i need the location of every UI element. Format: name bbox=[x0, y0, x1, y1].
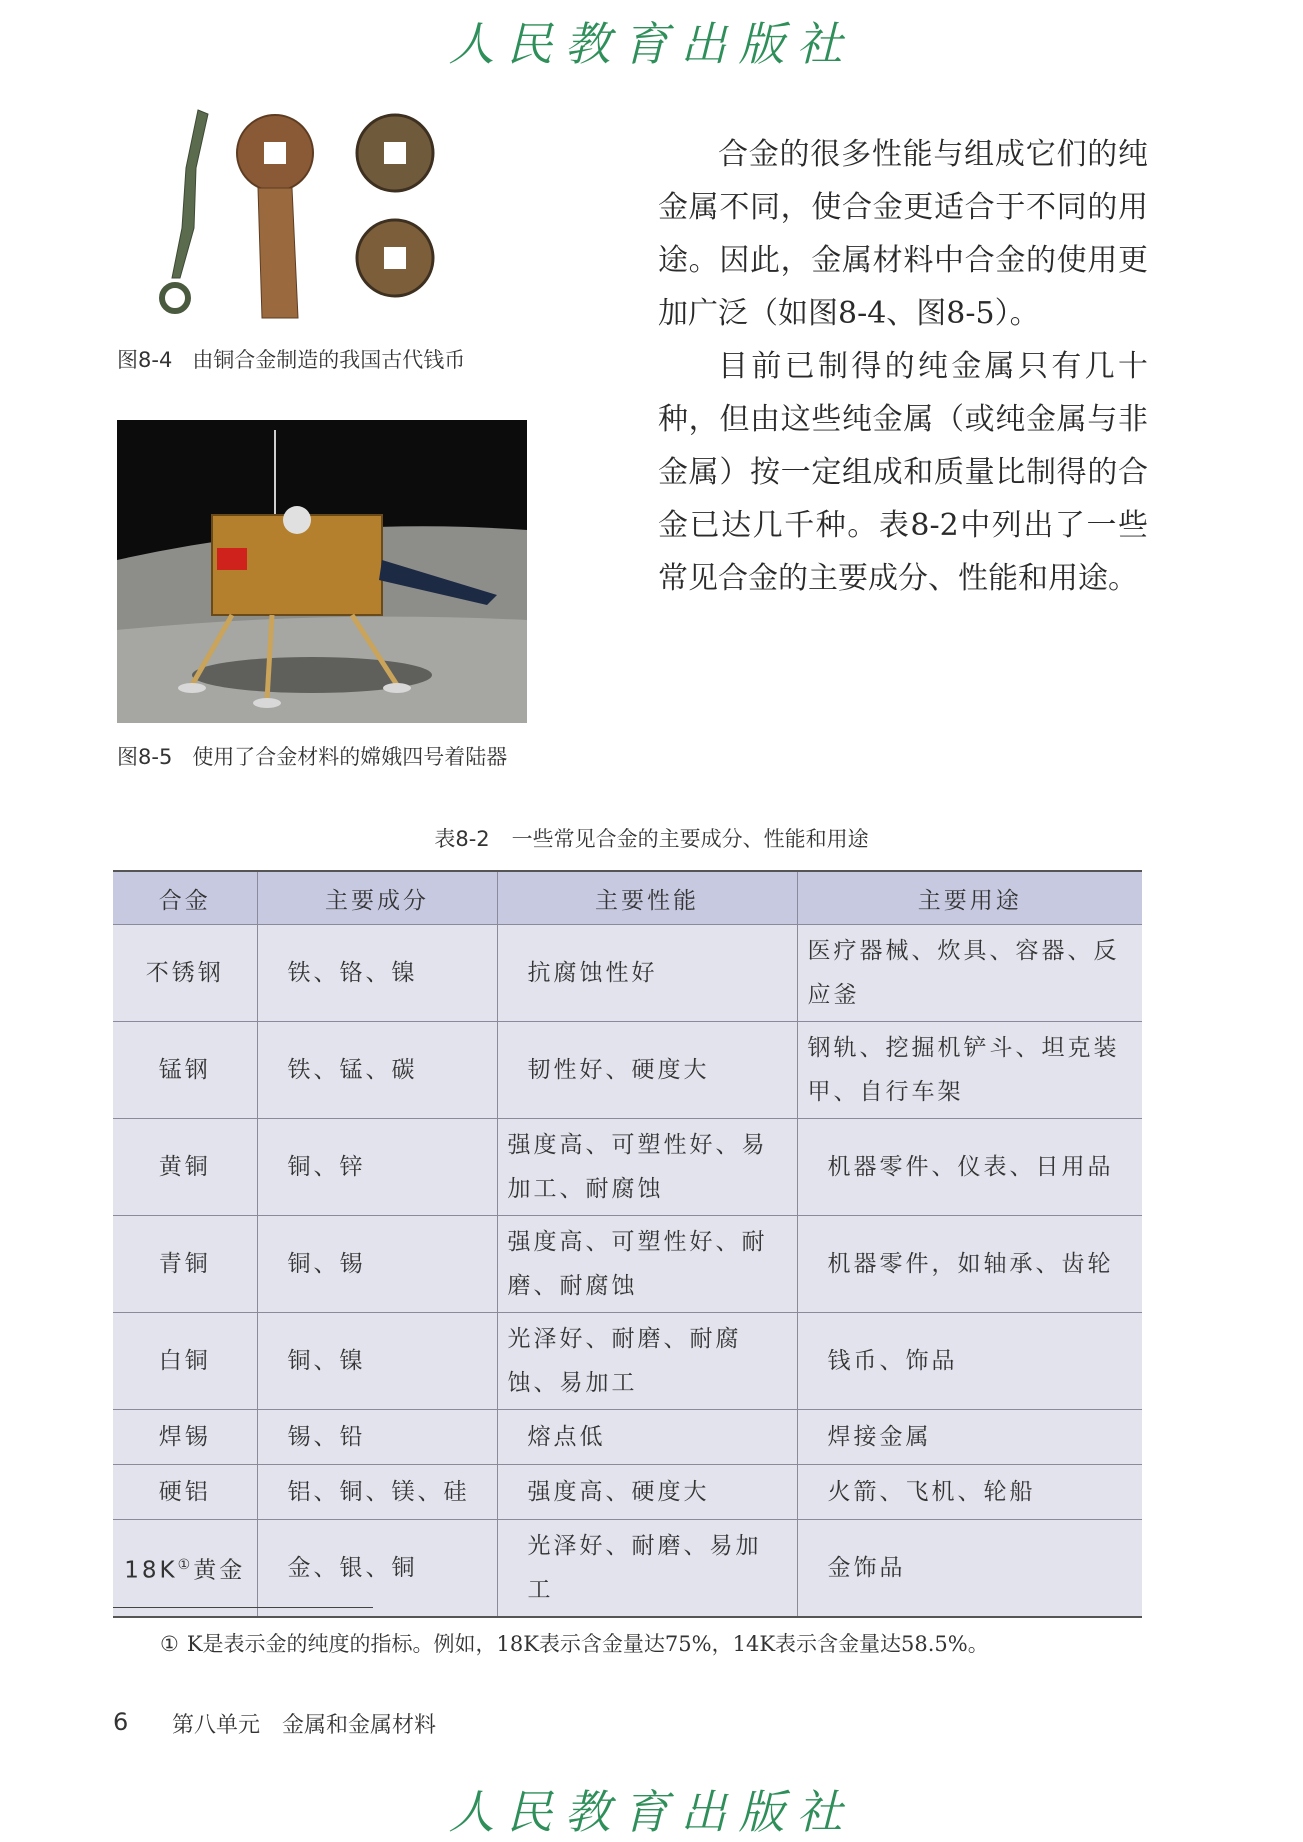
footnote bbox=[160, 1628, 989, 1658]
composition-cell: 锡、铅 bbox=[257, 1410, 497, 1465]
running-head bbox=[172, 1708, 436, 1739]
properties-cell: 光泽好、耐磨、耐腐蚀、易加工 bbox=[497, 1313, 797, 1410]
page-number: 6 bbox=[113, 1708, 129, 1736]
chapter-title: 金属和金属材料 bbox=[282, 1713, 437, 1738]
alloy-cell bbox=[113, 1520, 257, 1618]
paragraph: 合金的很多性能与组成它们的纯金属不同，使合金更适合于不同的用途。因此，金属材料中合金的使用更加广泛（如图8-4、图8-5）。 bbox=[658, 137, 1148, 331]
alloy-cell: 白铜 bbox=[113, 1313, 257, 1410]
properties-cell: 熔点低 bbox=[497, 1410, 797, 1465]
ancient-coins-image bbox=[150, 108, 460, 330]
footnote-text: K是表示金的纯度的指标。例如，18K表示含金量达75%，14K表示含金量达58.5%。 bbox=[186, 1632, 989, 1656]
figure-caption-text: 使用了合金材料的嫦娥四号着陆器 bbox=[192, 745, 508, 769]
body-text bbox=[658, 128, 1148, 605]
composition-cell: 铜、镍 bbox=[257, 1313, 497, 1410]
table-row bbox=[113, 1520, 1142, 1618]
table-row bbox=[113, 1022, 1142, 1119]
figure-number: 图8-4 bbox=[117, 348, 173, 372]
column-header: 主要成分 bbox=[257, 871, 497, 925]
composition-cell: 铜、锡 bbox=[257, 1216, 497, 1313]
figure-number: 图8-5 bbox=[117, 745, 173, 769]
chapter-label: 第八单元 bbox=[172, 1713, 261, 1738]
publisher-logo-bottom: 人民教育出版社 bbox=[448, 1785, 855, 1839]
alloy-table bbox=[113, 870, 1142, 1618]
uses-cell: 钢轨、挖掘机铲斗、坦克装甲、自行车架 bbox=[797, 1022, 1142, 1119]
table-title-text: 一些常见合金的主要成分、性能和用途 bbox=[511, 827, 869, 851]
composition-cell: 铜、锌 bbox=[257, 1119, 497, 1216]
figure-caption-text: 由铜合金制造的我国古代钱币 bbox=[192, 348, 466, 372]
properties-cell: 抗腐蚀性好 bbox=[497, 925, 797, 1022]
alloy-cell: 青铜 bbox=[113, 1216, 257, 1313]
composition-cell: 铁、铬、镍 bbox=[257, 925, 497, 1022]
uses-cell: 机器零件，如轴承、齿轮 bbox=[797, 1216, 1142, 1313]
paragraph: 目前已制得的纯金属只有几十种，但由这些纯金属（或纯金属与非金属）按一定组成和质量比制得的合金已达几千种。表8-2中列出了一些常见合金的主要成分、性能和用途。 bbox=[658, 349, 1148, 596]
table-row bbox=[113, 1313, 1142, 1410]
figure-8-4-caption bbox=[117, 344, 465, 374]
table-row bbox=[113, 1216, 1142, 1313]
table-title bbox=[0, 823, 1303, 853]
uses-cell: 火箭、飞机、轮船 bbox=[797, 1465, 1142, 1520]
footnote-marker: ① bbox=[177, 1557, 194, 1574]
table-row bbox=[113, 1465, 1142, 1520]
properties-cell: 强度高、可塑性好、耐磨、耐腐蚀 bbox=[497, 1216, 797, 1313]
alloy-cell: 不锈钢 bbox=[113, 925, 257, 1022]
composition-cell: 金、银、铜 bbox=[257, 1520, 497, 1618]
uses-cell: 钱币、饰品 bbox=[797, 1313, 1142, 1410]
table-row bbox=[113, 925, 1142, 1022]
properties-cell: 光泽好、耐磨、易加工 bbox=[497, 1520, 797, 1618]
composition-cell: 铝、铜、镁、硅 bbox=[257, 1465, 497, 1520]
table-number: 表8-2 bbox=[434, 827, 490, 851]
column-header: 合金 bbox=[113, 871, 257, 925]
properties-cell: 强度高、硬度大 bbox=[497, 1465, 797, 1520]
alloy-name-suffix: 黄金 bbox=[193, 1557, 246, 1584]
uses-cell: 焊接金属 bbox=[797, 1410, 1142, 1465]
lunar-lander-photo bbox=[117, 420, 527, 723]
figure-8-5-caption bbox=[117, 741, 507, 771]
alloy-cell: 黄铜 bbox=[113, 1119, 257, 1216]
footnote-rule bbox=[113, 1607, 373, 1608]
column-header: 主要用途 bbox=[797, 871, 1142, 925]
alloy-cell: 焊锡 bbox=[113, 1410, 257, 1465]
properties-cell: 强度高、可塑性好、易加工、耐腐蚀 bbox=[497, 1119, 797, 1216]
alloy-name: 18K bbox=[124, 1557, 178, 1584]
uses-cell: 金饰品 bbox=[797, 1520, 1142, 1618]
publisher-logo-top: 人民教育出版社 bbox=[448, 17, 855, 71]
table-header-row bbox=[113, 871, 1142, 925]
properties-cell: 韧性好、硬度大 bbox=[497, 1022, 797, 1119]
column-header: 主要性能 bbox=[497, 871, 797, 925]
composition-cell: 铁、锰、碳 bbox=[257, 1022, 497, 1119]
alloy-cell: 硬铝 bbox=[113, 1465, 257, 1520]
table-row bbox=[113, 1410, 1142, 1465]
table-row bbox=[113, 1119, 1142, 1216]
alloy-cell: 锰钢 bbox=[113, 1022, 257, 1119]
uses-cell: 医疗器械、炊具、容器、反应釜 bbox=[797, 925, 1142, 1022]
footnote-mark: ① bbox=[160, 1632, 179, 1656]
uses-cell: 机器零件、仪表、日用品 bbox=[797, 1119, 1142, 1216]
